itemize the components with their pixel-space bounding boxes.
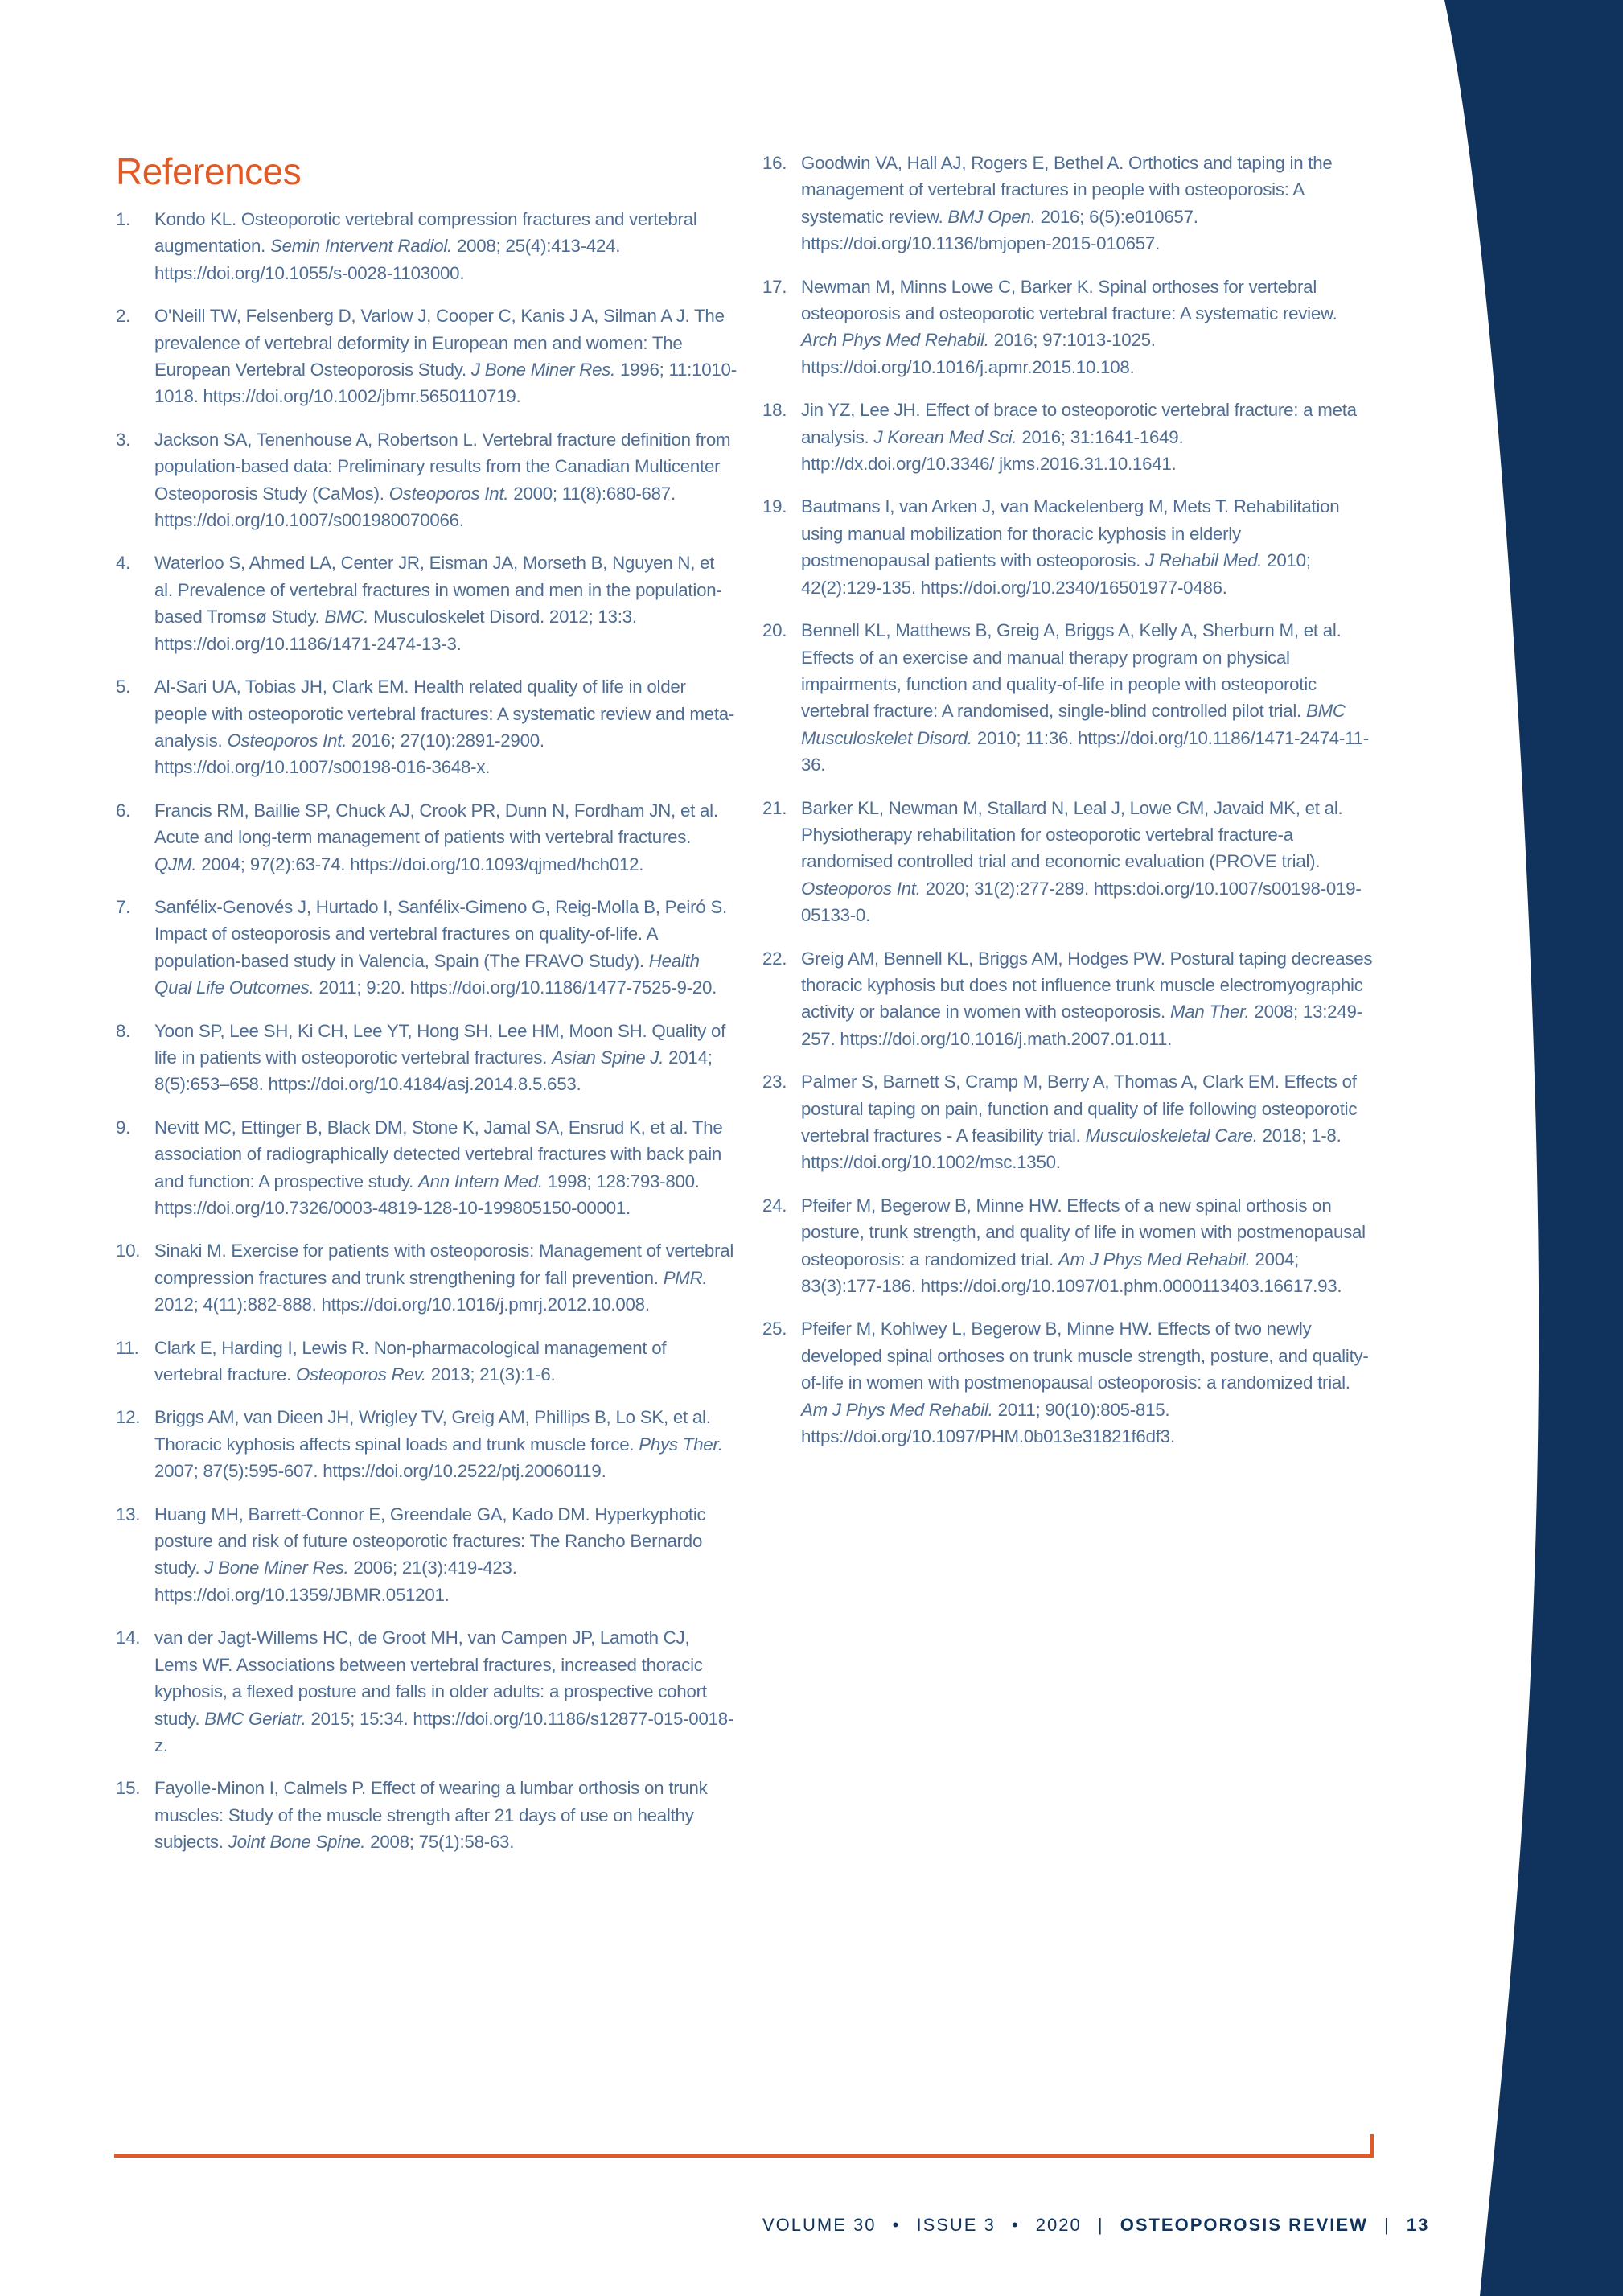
reference-text [154,1775,737,1855]
reference-number: 1. [116,209,131,229]
reference-number: 18. [762,400,787,421]
reference-segment: 2004; 97(2):63-74. https://doi.org/10.1093/qjmed/hch012. [196,854,644,874]
reference-segment: 2000; 11(8):680-687. https://doi.org/10.1007/s001980070066. [154,483,676,531]
reference-segment: Pfeifer M, Begerow B, Minne HW. Effects of a new spinal orthosis on posture, trunk strength, and quality of life in women with postmenopausal osteoporosis: a randomized trial. [801,1195,1366,1269]
reference-item [762,274,1374,381]
reference-number: 21. [762,797,787,818]
reference-text [801,945,1374,1053]
footer-dot-separator: • [1011,2215,1020,2235]
reference-item [116,797,737,878]
reference-segment: Nevitt MC, Ettinger B, Black DM, Stone K, Jamal SA, Ensrud K, et al. The association of radiographically detected vertebral fractures with back pain and function: A prospective study. [154,1117,723,1191]
references-heading: References [116,150,302,192]
reference-segment: 2004; 83(3):177-186. https://doi.org/10.1097/01.phm.0000113403.16617.93. [801,1249,1342,1297]
reference-item [116,206,737,286]
reference-segment: Musculoskelet Disord. 2012; 13:3. https://doi.org/10.1186/1471-2474-13-3. [154,607,637,654]
reference-text [154,797,737,878]
reference-journal: Asian Spine J. [552,1047,664,1068]
reference-text [801,274,1374,381]
reference-segment: 2012; 4(11):882-888. https://doi.org/10.1016/j.pmrj.2012.10.008. [154,1294,650,1315]
reference-item [116,1237,737,1318]
reference-item [762,617,1374,778]
reference-number: 14. [116,1627,141,1648]
reference-text [154,1237,737,1318]
reference-number: 10. [116,1241,141,1261]
page-footer [762,2215,1430,2236]
reference-segment: 2006; 21(3):419-423. https://doi.org/10.1359/JBMR.051201. [154,1557,517,1605]
reference-number: 11. [116,1337,139,1358]
reference-segment: 2013; 21(3):1-6. [425,1364,556,1385]
reference-text [154,1335,737,1389]
reference-number: 17. [762,276,787,297]
reference-text [801,150,1374,257]
reference-segment: Clark E, Harding I, Lewis R. Non-pharmacological management of vertebral fracture. [154,1337,667,1385]
reference-text [801,1068,1374,1176]
reference-text [154,302,737,410]
reference-segment: 2010; 11:36. https://doi.org/10.1186/1471-2474-11-36. [801,727,1369,776]
reference-item [116,1624,737,1759]
reference-text [154,1404,737,1484]
reference-segment: Palmer S, Barnett S, Cramp M, Berry A, Thomas A, Clark EM. Effects of postural taping on pain, function and quality of life following osteoporotic vertebral fractures - A feasibility trial. [801,1072,1358,1146]
reference-journal: J Rehabil Med. [1145,550,1263,571]
reference-segment: 2018; 1-8. https://doi.org/10.1002/msc.1350. [801,1125,1342,1173]
references-column-left [116,206,737,1872]
reference-journal: Am J Phys Med Rehabil. [801,1399,993,1420]
reference-number: 8. [116,1020,131,1041]
reference-number: 22. [762,948,787,969]
navy-wave-shape [1444,0,1623,2296]
reference-journal: BMC Musculoskelet Disord. [801,701,1346,748]
reference-segment: Jin YZ, Lee JH. Effect of brace to osteoporotic vertebral fracture: a meta analysis. [801,400,1357,447]
reference-item [116,1775,737,1855]
footer-rule-tick [1370,2134,1374,2158]
reference-number: 7. [116,896,131,917]
reference-journal: Osteoporos Int. [388,483,509,504]
reference-journal: Joint Bone Spine. [228,1832,366,1853]
reference-journal: Health Qual Life Outcomes. [154,950,700,998]
reference-segment: 1998; 128:793-800. https://doi.org/10.7326/0003-4819-128-10-199805150-00001. [154,1171,700,1218]
reference-text [154,206,737,286]
reference-number: 15. [116,1778,141,1799]
reference-journal: Semin Intervent Radiol. [270,236,453,257]
reference-number: 3. [116,429,131,450]
reference-segment: Sinaki M. Exercise for patients with osteoporosis: Management of vertebral compression fractures and trunk strengthening for fall prevention. [154,1241,734,1288]
reference-number: 20. [762,620,787,641]
reference-item [116,894,737,1002]
reference-segment: 2016; 31:1641-1649. http://dx.doi.org/10.3346/ jkms.2016.31.10.1641. [801,426,1184,475]
reference-number: 23. [762,1072,787,1092]
footer-dot-separator: • [892,2215,901,2235]
reference-number: 6. [116,800,131,821]
reference-segment: Greig AM, Bennell KL, Briggs AM, Hodges PW. Postural taping decreases thoracic kyphosis but does not influence trunk muscle electromyographic activity or balance in women with osteoporosis. [801,948,1373,1023]
reference-segment: 2014; 8(5):653–658. https://doi.org/10.4184/asj.2014.8.5.653. [154,1047,713,1095]
reference-segment: 2010; 42(2):129-135. https://doi.org/10.2340/16501977-0486. [801,550,1311,598]
references-column-right [762,150,1374,1466]
reference-number: 13. [116,1504,141,1524]
reference-number: 25. [762,1319,787,1339]
reference-journal: PMR. [663,1267,708,1288]
reference-number: 5. [116,677,131,697]
reference-item [762,150,1374,257]
reference-segment: Briggs AM, van Dieen JH, Wrigley TV, Greig AM, Phillips B, Lo SK, et al. Thoracic kyphosis affects spinal loads and trunk muscle force. [154,1407,711,1455]
reference-text [801,1315,1374,1450]
reference-item [762,945,1374,1053]
reference-item [762,1068,1374,1176]
reference-number: 16. [762,153,787,173]
reference-journal: J Bone Miner Res. [204,1557,349,1578]
reference-number: 24. [762,1195,787,1216]
reference-segment: 2016; 27(10):2891-2900. https://doi.org/10.1007/s00198-016-3648-x. [154,730,544,778]
reference-number: 2. [116,306,131,327]
reference-number: 9. [116,1117,131,1138]
reference-segment: Fayolle-Minon I, Calmels P. Effect of wearing a lumbar orthosis on trunk muscles: Study of the muscle strength after 21 days of use on healthy subjects. [154,1778,708,1853]
reference-journal: J Bone Miner Res. [470,360,616,381]
reference-segment: Bennell KL, Matthews B, Greig A, Briggs A, Kelly A, Sherburn M, et al. Effects of an exercise and manual therapy program on physical impairments, function and quality-of-life in people with osteoporotic vertebral fracture: A randomised, single-blind controlled pilot trial. [801,620,1342,722]
reference-segment: Goodwin VA, Hall AJ, Rogers E, Bethel A. Orthotics and taping in the management of vertebral fractures in people with osteoporosis: A systematic review. [801,153,1333,227]
reference-journal: Man Ther. [1169,1002,1250,1023]
reference-segment: Barker KL, Newman M, Stallard N, Leal J, Lowe CM, Javaid MK, et al. Physiotherapy rehabilitation for osteoporotic vertebral fracture-a randomised controlled trial and economic evaluation (PROVE trial). [801,797,1343,872]
reference-text [154,426,737,534]
reference-journal: Am J Phys Med Rehabil. [1058,1249,1251,1269]
reference-text [801,795,1374,929]
reference-item [762,397,1374,477]
reference-segment: van der Jagt-Willems HC, de Groot MH, van Campen JP, Lamoth CJ, Lems WF. Associations between vertebral fractures, increased thoracic kyphosis, a flexed posture and falls in older adults: a prospective cohort study. [154,1627,707,1729]
reference-segment: Pfeifer M, Kohlwey L, Begerow B, Minne HW. Effects of two newly developed spinal orthoses on trunk muscle strength, posture, and quality-of-life in women with postmenopausal osteoporosis: a randomized trial. [801,1319,1369,1393]
reference-item [116,673,737,781]
reference-journal: Osteoporos Int. [801,878,921,899]
reference-journal: BMC Geriatr. [204,1708,306,1729]
reference-item [116,426,737,534]
reference-text [154,1501,737,1609]
reference-text [801,493,1374,601]
footer-rule [114,2154,1374,2158]
reference-segment: 2011; 9:20. https://doi.org/10.1186/1477-7525-9-20. [314,977,717,998]
reference-item [116,1018,737,1098]
reference-text [801,1192,1374,1300]
reference-segment: 2008; 13:249-257. https://doi.org/10.1016/j.math.2007.01.011. [801,1002,1362,1049]
reference-journal: QJM. [154,854,197,874]
reference-item [116,302,737,410]
reference-journal: Phys Ther. [639,1434,723,1455]
reference-text [801,617,1374,778]
reference-segment: 2008; 25(4):413-424. https://doi.org/10.1055/s-0028-1103000. [154,236,621,283]
reference-segment: 2011; 90(10):805-815. https://doi.org/10.1097/PHM.0b013e31821f6df3. [801,1399,1175,1447]
reference-item [762,493,1374,601]
reference-segment: 2020; 31(2):277-289. https:doi.org/10.1007/s00198-019-05133-0. [801,878,1362,926]
reference-text [154,1114,737,1222]
reference-segment: 2007; 87(5):595-607. https://doi.org/10.2522/ptj.20060119. [154,1461,606,1482]
reference-item [762,1315,1374,1450]
reference-segment: Francis RM, Baillie SP, Chuck AJ, Crook PR, Dunn N, Fordham JN, et al. Acute and long-term management of patients with vertebral fractures. [154,800,718,848]
reference-segment: Al-Sari UA, Tobias JH, Clark EM. Health related quality of life in older people with osteoporotic vertebral fractures: A systematic review and meta-analysis. [154,677,735,751]
reference-number: 19. [762,496,787,517]
reference-item [116,1501,737,1609]
reference-number: 12. [116,1407,141,1428]
reference-segment: Kondo KL. Osteoporotic vertebral compression fractures and vertebral augmentation. [154,209,697,257]
reference-item [116,1114,737,1222]
footer-volume: VOLUME 30 [762,2215,877,2235]
reference-segment: 1996; 11:1010-1018. https://doi.org/10.1002/jbmr.5650110719. [154,360,737,407]
reference-segment: 2016; 97:1013-1025. https://doi.org/10.1016/j.apmr.2015.10.108. [801,330,1156,377]
reference-segment: Newman M, Minns Lowe C, Barker K. Spinal orthoses for vertebral osteoporosis and osteoporotic vertebral fracture: A systematic review. [801,276,1337,324]
reference-journal: BMJ Open. [947,206,1036,227]
reference-text [154,673,737,781]
reference-text [801,397,1374,477]
footer-bar-separator: | [1097,2215,1104,2235]
reference-item [116,1335,737,1389]
reference-item [116,549,737,657]
reference-journal: Ann Intern Med. [417,1171,543,1191]
reference-segment: 2015; 15:34. https://doi.org/10.1186/s12877-015-0018-z. [154,1708,734,1755]
reference-text [154,1624,737,1759]
reference-segment: Yoon SP, Lee SH, Ki CH, Lee YT, Hong SH, Lee HM, Moon SH. Quality of life in patients with osteoporotic vertebral fractures. [154,1020,726,1068]
reference-text [154,894,737,1002]
footer-journal-name: OSTEOPOROSIS REVIEW [1120,2215,1368,2235]
footer-issue: ISSUE 3 [916,2215,996,2235]
reference-segment: 2016; 6(5):e010657. https://doi.org/10.1136/bmjopen-2015-010657. [801,206,1198,254]
reference-segment: Huang MH, Barrett-Connor E, Greendale GA, Kado DM. Hyperkyphotic posture and risk of future osteoporotic fractures: The Rancho Bernardo study. [154,1504,706,1578]
reference-number: 4. [116,553,131,574]
reference-item [762,1192,1374,1300]
reference-journal: Osteoporos Rev. [295,1364,426,1385]
reference-text [154,1018,737,1098]
reference-segment: Waterloo S, Ahmed LA, Center JR, Eisman JA, Morseth B, Nguyen N, et al. Prevalence of vertebral fractures in women and men in the population-based Tromsø Study. [154,553,722,627]
reference-item [116,1404,737,1484]
footer-bar-separator: | [1383,2215,1391,2235]
footer-year: 2020 [1035,2215,1082,2235]
reference-segment: O'Neill TW, Felsenberg D, Varlow J, Cooper C, Kanis J A, Silman A J. The prevalence of vertebral deformity in European men and women: The European Vertebral Osteoporosis Study. [154,306,725,381]
reference-segment: Bautmans I, van Arken J, van Mackelenberg M, Mets T. Rehabilitation using manual mobilization for thoracic kyphosis in elderly postmenopausal patients with osteoporosis. [801,496,1340,571]
reference-journal: BMC. [324,607,369,627]
reference-segment: Sanfélix-Genovés J, Hurtado I, Sanfélix-Gimeno G, Reig-Molla B, Peiró S. Impact of osteoporosis and vertebral fractures on quality-of-life. A population-based study in Valencia, Spain (The FRAVO Study). [154,896,727,971]
footer-page-number: 13 [1406,2215,1430,2235]
reference-segment: 2008; 75(1):58-63. [365,1832,515,1853]
reference-journal: Osteoporos Int. [227,730,347,751]
reference-item [762,795,1374,929]
reference-text [154,549,737,657]
reference-journal: J Korean Med Sci. [873,426,1017,447]
reference-journal: Arch Phys Med Rehabil. [801,330,989,351]
reference-segment: Jackson SA, Tenenhouse A, Robertson L. Vertebral fracture definition from population-based data: Preliminary results from the Canadian Multicenter Osteoporosis Study (CaMos). [154,429,731,504]
reference-journal: Musculoskeletal Care. [1085,1125,1258,1146]
